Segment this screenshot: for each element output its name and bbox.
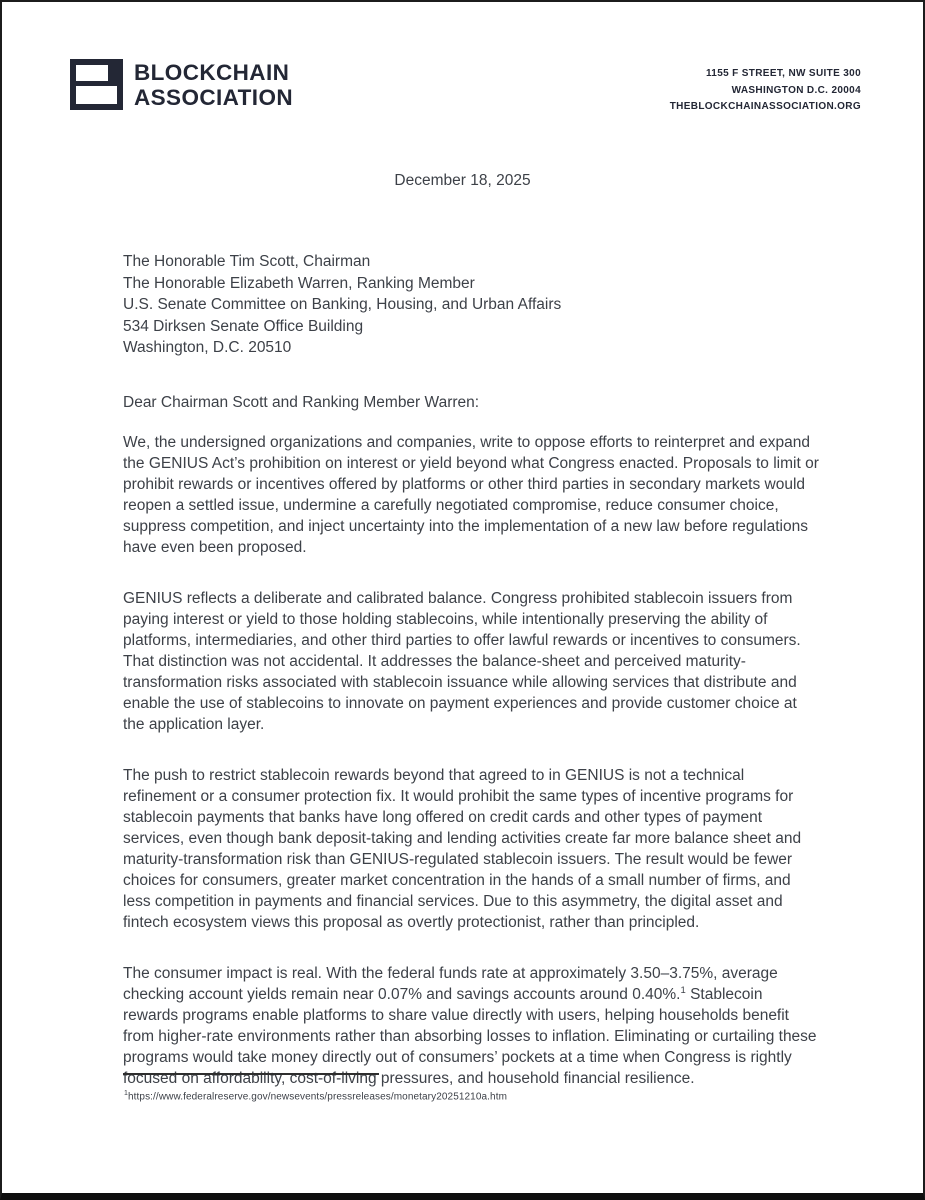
brand-wordmark-line1: BLOCKCHAIN: [134, 59, 290, 85]
footnote: [124, 1090, 507, 1102]
date-line: December 18, 2025: [394, 172, 531, 189]
brand-wordmark-line2: ASSOCIATION: [134, 84, 293, 110]
paragraph-1: We, the undersigned organizations and companies, write to oppose efforts to reinterpret and expand the GENIUS Act’s prohibition on interest or yield beyond what Congress enacted. Proposals to limit or prohibit rewards or incentives offered by platforms or other third parties in secondary markets would reopen a settled issue, undermine a carefully negotiated compromise, reduce consumer choice, suppress competition, and inject uncertainty into the implementation of a new law before regulations have even been proposed.: [123, 433, 819, 556]
recipient-line: U.S. Senate Committee on Banking, Housing, and Urban Affairs: [123, 296, 562, 313]
recipient-line: 534 Dirksen Senate Office Building: [123, 317, 364, 335]
paragraph-4-text-continued: Stablecoin rewards programs enable platforms to share value directly with users, helping households benefit from higher-rate environments rather than absorbing losses to inflation. Eliminating or curtailing these programs would take money directly out of consumers’ pockets at a time when Congress is rightly focused on affordability, cost-of-living pressures, and household financial resilience.: [123, 985, 817, 1087]
recipient-line: The Honorable Elizabeth Warren, Ranking Member: [123, 274, 475, 292]
paragraph-3: The push to restrict stablecoin rewards beyond that agreed to in GENIUS is not a technical refinement or a consumer protection fix. It would prohibit the same types of incentive programs for stablecoin payments that banks have long offered on credit cards and other types of payment services, even though bank deposit-taking and lending activities create far more balance sheet and maturity-transformation risk than GENIUS-regulated stablecoin issuers. The result would be fewer choices for consumers, greater market concentration in the hands of a small number of firms, and less competition in payments and financial services. Due to this asymmetry, the digital asset and fintech ecosystem views this proposal as overtly protectionist, rather than principled.: [123, 766, 802, 931]
footnote-divider: [123, 1073, 379, 1075]
header-address-website: THEBLOCKCHAINASSOCIATION.ORG: [669, 101, 861, 112]
blockchain-association-logo-icon: [70, 59, 123, 110]
footnote-marker: 1: [124, 1090, 128, 1097]
logo-cell-bottom: [76, 86, 117, 104]
recipient-line: The Honorable Tim Scott, Chairman: [123, 253, 371, 270]
brand-logo: [70, 59, 293, 110]
footnote-url: https://www.federalreserve.gov/newsevents/pressreleases/monetary20251210a.htm: [128, 1091, 508, 1103]
brand-wordmark: [134, 60, 293, 110]
logo-cell-top: [76, 65, 108, 81]
header-address: [670, 59, 861, 116]
header-address-city: WASHINGTON D.C. 20004: [731, 84, 861, 96]
paragraph-4: [123, 963, 820, 1089]
salutation: Dear Chairman Scott and Ranking Member Warren:: [123, 393, 480, 411]
footnote-reference-marker: 1: [680, 984, 686, 996]
paragraph-4-text: The consumer impact is real. With the federal funds rate at approximately 3.50–3.75%, average checking account yields remain near 0.07% and savings accounts around 0.40%.: [123, 964, 778, 1003]
recipient-line: Washington, D.C. 20510: [123, 339, 292, 356]
header-address-street: 1155 F STREET, NW SUITE 300: [705, 68, 861, 79]
recipient-block: [123, 251, 820, 359]
paragraph-2: GENIUS reflects a deliberate and calibrated balance. Congress prohibited stablecoin issuers from paying interest or yield to those holding stablecoins, while intentionally preserving the ability of platforms, intermediaries, and other third parties to offer lawful rewards or incentives to consumers. That distinction was not accidental. It addresses the balance-sheet and perceived maturity-transformation risks associated with stablecoin issuance while allowing services that distribute and enable the use of stablecoins to innovate on payment experiences and provide customer choice at the application layer.: [123, 589, 801, 733]
letterhead: [70, 59, 861, 116]
letter-body: [123, 251, 820, 1119]
